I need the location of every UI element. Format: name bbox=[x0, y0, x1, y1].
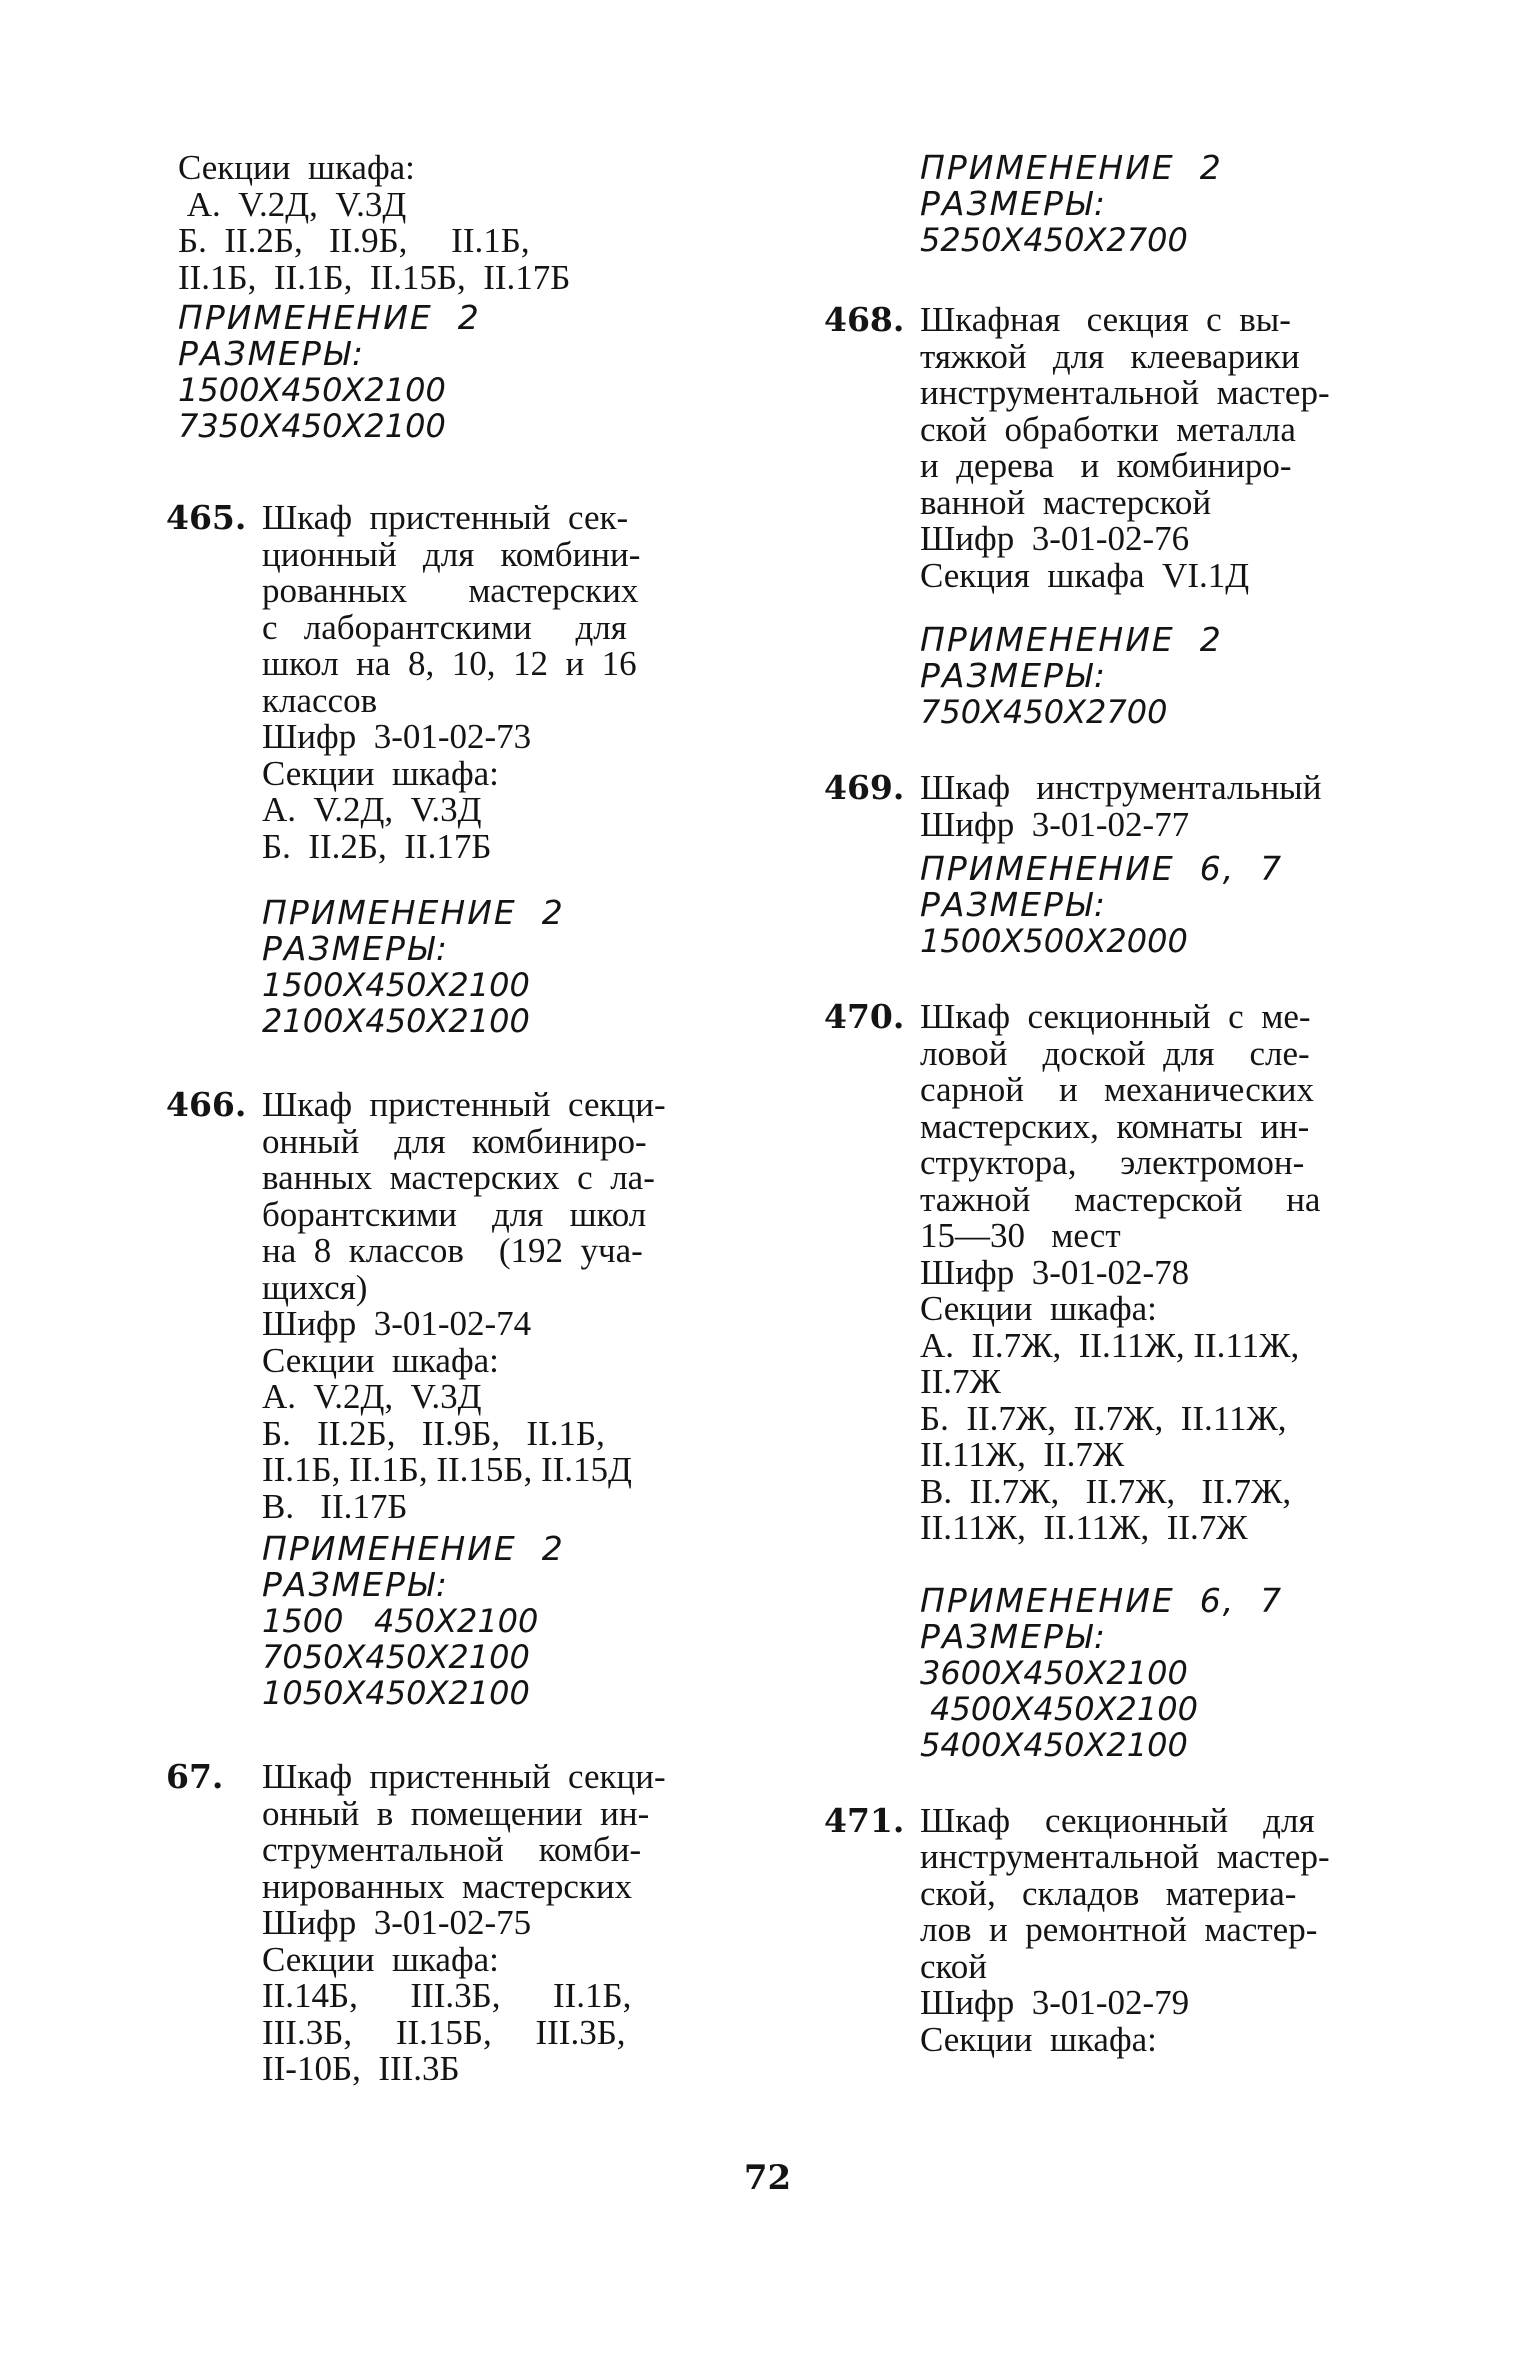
entry-465 bbox=[166, 498, 726, 1040]
text-line: инструментальной мастер- bbox=[920, 373, 1330, 412]
text-line: борантскими для школ bbox=[262, 1194, 647, 1234]
text-line: мастерских, комнаты ин- bbox=[920, 1106, 1310, 1146]
entry-number: 468. bbox=[824, 300, 905, 339]
text-line: на 8 классов (192 уча- bbox=[262, 1231, 643, 1270]
text-line: Шкаф инструментальный bbox=[920, 768, 1322, 807]
text-line: онный в помещении ин- bbox=[262, 1793, 650, 1833]
spec-dimensions-label: РАЗМЕРЫ: bbox=[262, 1565, 449, 1604]
text-line: III.3Б, II.15Б, III.3Б, bbox=[262, 2012, 626, 2052]
spec-dimension: 1500Х500Х2000 bbox=[920, 922, 1188, 960]
text-line: Шифр 3-01-02-77 bbox=[920, 804, 1190, 844]
text-line: ской bbox=[920, 1946, 987, 1986]
text-line: Шкаф пристенный сек- bbox=[262, 498, 629, 537]
spec-dimension: 1500Х450Х2100 bbox=[178, 371, 446, 409]
entry-number: 471. bbox=[824, 1800, 905, 1840]
text-line: инструментальной мастер- bbox=[920, 1837, 1330, 1876]
spec-application: ПРИМЕНЕНИЕ 6, 7 bbox=[920, 849, 1284, 888]
spec-dimension: 4500Х450Х2100 bbox=[920, 1689, 1198, 1728]
spec-dimensions-label: РАЗМЕРЫ: bbox=[178, 334, 365, 373]
text-line: классов bbox=[262, 680, 378, 720]
text-line: II.11Ж, II.11Ж, II.7Ж bbox=[920, 1508, 1248, 1547]
text-line: Шкафная секция с вы- bbox=[920, 300, 1291, 339]
text-line: В. II.7Ж, II.7Ж, II.7Ж, bbox=[920, 1471, 1292, 1511]
spec-dimensions-label: РАЗМЕРЫ: bbox=[920, 656, 1107, 695]
spec-block bbox=[262, 895, 726, 1039]
text-line: А. V.2Д, V.3Д bbox=[178, 184, 407, 224]
text-line: Б. II.2Б, II.9Б, II.1Б, bbox=[262, 1413, 605, 1453]
text-line: II.1Б, II.1Б, II.15Б, II.17Б bbox=[178, 257, 571, 297]
text-line: Шкаф секционный с ме- bbox=[920, 997, 1311, 1036]
text-line: А. V.2Д, V.3Д bbox=[262, 790, 482, 829]
text-line: ской, складов материа- bbox=[920, 1873, 1297, 1913]
text-line: ловой доской для сле- bbox=[920, 1033, 1310, 1073]
spec-dimension: 5250Х450Х2700 bbox=[920, 221, 1188, 259]
spec-dimension: 750Х450Х2700 bbox=[920, 693, 1168, 731]
spec-dimension: 5400Х450Х2100 bbox=[920, 1725, 1188, 1764]
spec-application: ПРИМЕНЕНИЕ 2 bbox=[262, 1529, 565, 1568]
spec-dimensions-label: РАЗМЕРЫ: bbox=[920, 1616, 1107, 1656]
entry-471 bbox=[824, 1800, 1376, 2059]
spec-application: ПРИМЕНЕНИЕ 2 bbox=[920, 148, 1223, 187]
text-line: Шифр 3-01-02-78 bbox=[920, 1252, 1190, 1292]
text-line: тажной мастерской на bbox=[920, 1179, 1321, 1219]
text-line: II-10Б, III.3Б bbox=[262, 2049, 460, 2088]
spec-dimensions-label: РАЗМЕРЫ: bbox=[262, 929, 449, 968]
entry-number: 67. bbox=[166, 1757, 224, 1796]
spec-dimension: 1050Х450Х2100 bbox=[262, 1674, 530, 1712]
entry-number: 470. bbox=[824, 997, 905, 1036]
entry-466 bbox=[166, 1085, 726, 1712]
text-line: Шифр 3-01-02-79 bbox=[920, 1983, 1190, 2022]
entry-number: 469. bbox=[824, 768, 905, 807]
text-line: струментальной комби- bbox=[262, 1830, 642, 1869]
text-line: онный для комбиниро- bbox=[262, 1121, 647, 1161]
text-line: А. V.2Д, V.3Д bbox=[262, 1377, 482, 1416]
text-line: рованных мастерских bbox=[262, 571, 639, 610]
entry-468 bbox=[824, 300, 1376, 731]
spec-dimension: 1500 450Х2100 bbox=[262, 1602, 539, 1640]
spec-dimensions-label: РАЗМЕРЫ: bbox=[920, 885, 1107, 924]
text-line: структора, электромон- bbox=[920, 1143, 1305, 1182]
spec-block bbox=[262, 1531, 726, 1711]
text-line: Шифр 3-01-02-75 bbox=[262, 1903, 532, 1942]
text-line: сарной и механических bbox=[920, 1070, 1314, 1109]
text-line: II.1Б, II.1Б, II.15Б, II.15Д bbox=[262, 1450, 632, 1489]
text-line: школ на 8, 10, 12 и 16 bbox=[262, 644, 637, 683]
text-line: Шкаф пристенный секци- bbox=[262, 1757, 666, 1796]
spec-block bbox=[920, 150, 1376, 258]
spec-dimension: 1500Х450Х2100 bbox=[262, 966, 530, 1004]
spec-dimension: 7350Х450Х2100 bbox=[178, 407, 446, 445]
text-line: А. II.7Ж, II.11Ж, II.11Ж, bbox=[920, 1325, 1300, 1365]
text-line: II.11Ж, II.7Ж bbox=[920, 1435, 1125, 1474]
text-line: Секция шкафа VI.1Д bbox=[920, 555, 1250, 595]
entry-number: 466. bbox=[166, 1085, 247, 1124]
intro-sections bbox=[178, 150, 726, 296]
right-column bbox=[816, 150, 1376, 2058]
text-line: ванной мастерской bbox=[920, 482, 1212, 522]
text-line: Б. II.2Б, II.9Б, II.1Б, bbox=[178, 221, 530, 260]
text-line: Секции шкафа: bbox=[920, 1289, 1157, 1328]
text-line: II.14Б, III.3Б, II.1Б, bbox=[262, 1976, 632, 2015]
left-column bbox=[166, 150, 726, 2088]
spec-application: ПРИМЕНЕНИЕ 2 bbox=[262, 893, 565, 932]
text-line: Секции шкафа: bbox=[920, 2019, 1157, 2059]
text-line: Шкаф пристенный секци- bbox=[262, 1085, 666, 1124]
text-line: Б. II.2Б, II.17Б bbox=[262, 826, 492, 866]
text-line: В. II.17Б bbox=[262, 1486, 408, 1526]
text-line: ванных мастерских с ла- bbox=[262, 1158, 655, 1197]
text-line: Секции шкафа: bbox=[262, 1340, 499, 1380]
text-line: 15—30 мест bbox=[920, 1216, 1121, 1255]
text-line: Шифр 3-01-02-73 bbox=[262, 717, 532, 756]
text-line: II.7Ж bbox=[920, 1362, 1001, 1401]
text-line: тяжкой для клееварики bbox=[920, 336, 1300, 376]
text-line: Шкаф секционный для bbox=[920, 1800, 1315, 1840]
spec-dimension: 3600Х450Х2100 bbox=[920, 1653, 1188, 1692]
text-line: с лаборантскими для bbox=[262, 607, 627, 647]
text-line: и дерева и комбиниро- bbox=[920, 446, 1292, 485]
text-line: Шифр 3-01-02-74 bbox=[262, 1304, 532, 1343]
spec-block bbox=[920, 851, 1376, 959]
entry-467 bbox=[166, 1757, 726, 2088]
text-line: Секции шкафа: bbox=[178, 148, 415, 187]
spec-dimension: 2100Х450Х2100 bbox=[262, 1002, 530, 1040]
entry-number: 465. bbox=[166, 498, 247, 537]
text-line: Б. II.7Ж, II.7Ж, II.11Ж, bbox=[920, 1398, 1287, 1438]
spec-block bbox=[920, 1580, 1376, 1764]
text-line: нированных мастерских bbox=[262, 1866, 633, 1906]
entry-469 bbox=[824, 768, 1376, 960]
text-line: лов и ремонтной мастер- bbox=[920, 1910, 1318, 1949]
spec-dimension: 7050Х450Х2100 bbox=[262, 1638, 530, 1676]
text-line: Секции шкафа: bbox=[262, 753, 499, 793]
text-line: Секции шкафа: bbox=[262, 1939, 499, 1979]
spec-dimensions-label: РАЗМЕРЫ: bbox=[920, 184, 1107, 223]
text-line: Шифр 3-01-02-76 bbox=[920, 519, 1190, 558]
text-line: щихся) bbox=[262, 1267, 368, 1307]
text-line: ской обработки металла bbox=[920, 409, 1296, 449]
text-line: ционный для комбини- bbox=[262, 534, 641, 574]
spec-block bbox=[920, 622, 1376, 730]
page-number: 72 bbox=[743, 2158, 792, 2198]
spec-application: ПРИМЕНЕНИЕ 6, 7 bbox=[920, 1580, 1284, 1620]
entry-470 bbox=[824, 997, 1376, 1764]
spec-application: ПРИМЕНЕНИЕ 2 bbox=[178, 298, 481, 337]
spec-block bbox=[178, 300, 726, 444]
spec-application: ПРИМЕНЕНИЕ 2 bbox=[920, 620, 1223, 659]
